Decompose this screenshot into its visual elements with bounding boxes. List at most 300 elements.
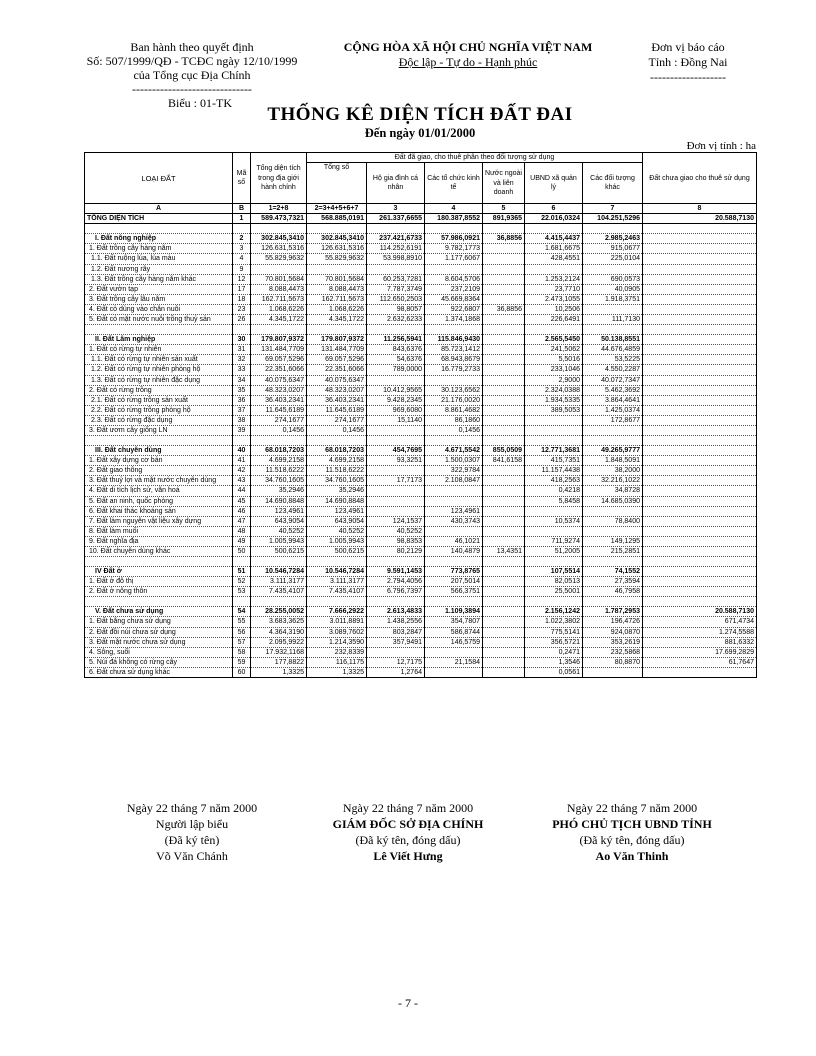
- row-value: 8.604,5706: [425, 274, 483, 284]
- row-value: 1.177,6067: [425, 254, 483, 264]
- row-value: 40.075,6347: [307, 375, 367, 385]
- col-number: 7: [583, 204, 643, 214]
- row-label: 4. Sông, suối: [85, 647, 233, 657]
- row-value: [643, 587, 757, 597]
- signature-role: Người lập biểu: [155, 817, 229, 831]
- row-value: [643, 224, 757, 234]
- row-label: 1.1. Đất có rừng tự nhiên sản xuất: [85, 355, 233, 365]
- row-value: 70.801,5684: [307, 274, 367, 284]
- row-code: 51: [233, 567, 251, 577]
- document-subtitle: Đến ngày 01/01/2000: [364, 126, 476, 140]
- row-value: 0,1456: [425, 425, 483, 435]
- row-value: [425, 496, 483, 506]
- row-value: 126.631,5316: [307, 244, 367, 254]
- row-value: [643, 667, 757, 677]
- row-value: [483, 597, 525, 607]
- row-code: 3: [233, 244, 251, 254]
- row-value: 107,5514: [525, 567, 583, 577]
- table-row: [85, 496, 757, 506]
- row-label: 2.2. Đất có rừng trồng phòng hộ: [85, 405, 233, 415]
- row-code: 44: [233, 486, 251, 496]
- row-value: 123,4961: [307, 506, 367, 516]
- col-number: B: [233, 204, 251, 214]
- row-label: 3. Đất mặt nước chưa sử dụng: [85, 637, 233, 647]
- row-value: [483, 557, 525, 567]
- reporting-unit-label: Đơn vị báo cáo: [651, 40, 725, 54]
- row-value: [643, 516, 757, 526]
- col-header-allocated-group: Đất đã giao, cho thuê phân theo đối tượng sử dụng: [307, 153, 643, 163]
- row-value: 3.111,3177: [307, 577, 367, 587]
- row-value: [643, 496, 757, 506]
- row-label: 2.3. Đất có rừng đặc dụng: [85, 415, 233, 425]
- row-value: [583, 506, 643, 516]
- row-value: 2.632,6233: [367, 315, 425, 325]
- row-value: 5,8458: [525, 496, 583, 506]
- row-value: [525, 264, 583, 274]
- row-value: [425, 667, 483, 677]
- row-value: 855,0509: [483, 446, 525, 456]
- row-value: 232,5868: [583, 647, 643, 657]
- table-body: [85, 214, 757, 678]
- row-label: [85, 224, 233, 234]
- row-value: 98,8353: [367, 536, 425, 546]
- issuing-line-1: Ban hành theo quyết định: [130, 40, 254, 54]
- col-number: A: [85, 204, 233, 214]
- row-code: 1: [233, 214, 251, 224]
- row-value: 232,8339: [307, 647, 367, 657]
- row-value: [251, 597, 307, 607]
- row-value: 85.723,1412: [425, 345, 483, 355]
- row-value: 568.885,0191: [307, 214, 367, 224]
- row-value: 843,6376: [367, 345, 425, 355]
- table-row: [85, 617, 757, 627]
- table-row: [85, 335, 757, 345]
- row-value: 924,0870: [583, 627, 643, 637]
- row-value: 46,1021: [425, 536, 483, 546]
- row-code: [233, 436, 251, 446]
- row-value: 16.779,2733: [425, 365, 483, 375]
- row-label: 3. Đất trồng cây lâu năm: [85, 294, 233, 304]
- row-value: [643, 375, 757, 385]
- row-value: [483, 466, 525, 476]
- row-value: [643, 294, 757, 304]
- row-value: [251, 557, 307, 567]
- row-value: 454,7695: [367, 446, 425, 456]
- row-value: 14.685,0390: [583, 496, 643, 506]
- row-value: 1.068,6226: [307, 304, 367, 314]
- row-value: 775,5141: [525, 627, 583, 637]
- row-value: [483, 274, 525, 284]
- row-code: 46: [233, 506, 251, 516]
- row-value: 53.998,8910: [367, 254, 425, 264]
- row-value: 11.518,6222: [307, 466, 367, 476]
- row-value: [483, 425, 525, 435]
- row-label: 1. Đất ở đô thị: [85, 577, 233, 587]
- row-code: 33: [233, 365, 251, 375]
- row-value: 4.345,1722: [251, 315, 307, 325]
- row-code: [233, 597, 251, 607]
- row-value: [367, 436, 425, 446]
- row-value: 80,2129: [367, 547, 425, 557]
- col-number: 6: [525, 204, 583, 214]
- row-value: 803,2847: [367, 627, 425, 637]
- col-header-land-type: LOẠI ĐẤT: [85, 153, 233, 204]
- row-value: 773,8765: [425, 567, 483, 577]
- row-value: 14.690,8848: [307, 496, 367, 506]
- signature-role: PHÓ CHỦ TỊCH UBND TỈNH: [552, 817, 712, 831]
- row-value: [643, 597, 757, 607]
- row-value: [525, 436, 583, 446]
- row-value: 69.057,5296: [307, 355, 367, 365]
- row-value: 215,2851: [583, 547, 643, 557]
- row-value: 61,7647: [643, 657, 757, 667]
- row-value: 789,0000: [367, 365, 425, 375]
- row-value: 35,2946: [251, 486, 307, 496]
- table-row: [85, 405, 757, 415]
- row-value: 9.782,1773: [425, 244, 483, 254]
- row-value: [483, 657, 525, 667]
- row-value: [643, 436, 757, 446]
- row-value: 8.861,4682: [425, 405, 483, 415]
- spacer-row: [85, 597, 757, 607]
- table-row: [85, 446, 757, 456]
- table-row: [85, 607, 757, 617]
- row-value: 51,2005: [525, 547, 583, 557]
- row-value: 7.666,2922: [307, 607, 367, 617]
- row-value: 10.546,7284: [251, 567, 307, 577]
- row-value: [483, 224, 525, 234]
- row-code: 36: [233, 395, 251, 405]
- row-label: 1. Đất xây dựng cơ bản: [85, 456, 233, 466]
- row-value: 177,8822: [251, 657, 307, 667]
- row-value: 0,1456: [251, 425, 307, 435]
- row-value: 4.699,2158: [307, 456, 367, 466]
- row-value: 0,0561: [525, 667, 583, 677]
- row-value: 98,8057: [367, 304, 425, 314]
- row-value: 123,4961: [251, 506, 307, 516]
- row-value: [525, 415, 583, 425]
- row-value: 50.138,8551: [583, 335, 643, 345]
- row-value: [483, 476, 525, 486]
- row-value: [483, 244, 525, 254]
- row-value: [483, 345, 525, 355]
- row-value: [483, 496, 525, 506]
- row-label: III. Đất chuyên dùng: [85, 446, 233, 456]
- row-value: 3.864,4641: [583, 395, 643, 405]
- table-row: [85, 385, 757, 395]
- row-value: [643, 405, 757, 415]
- row-value: 20.588,7130: [643, 607, 757, 617]
- row-value: 21.176,0020: [425, 395, 483, 405]
- row-code: 40: [233, 446, 251, 456]
- row-code: 4: [233, 254, 251, 264]
- row-label: 4. Đất cỏ dùng vào chăn nuôi: [85, 304, 233, 314]
- col-header-total-area: Tổng diện tích trong địa giới hành chính: [251, 153, 307, 204]
- row-value: [643, 284, 757, 294]
- row-value: 13,4351: [483, 547, 525, 557]
- row-value: 8.088,4473: [307, 284, 367, 294]
- row-value: [643, 345, 757, 355]
- row-value: [643, 526, 757, 536]
- row-value: [367, 375, 425, 385]
- row-value: 49.265,9777: [583, 446, 643, 456]
- reporting-unit-divider: -------------------: [650, 70, 726, 84]
- row-value: 5.462,3692: [583, 385, 643, 395]
- table-row: [85, 254, 757, 264]
- row-value: 1.500,0307: [425, 456, 483, 466]
- row-value: [251, 224, 307, 234]
- row-value: [483, 607, 525, 617]
- row-value: [583, 325, 643, 335]
- row-value: 17.699,2829: [643, 647, 757, 657]
- row-value: 78,8400: [583, 516, 643, 526]
- row-value: 7.787,3749: [367, 284, 425, 294]
- issuing-decision-block: [72, 40, 312, 96]
- row-label: 1.2. Đất nương rẫy: [85, 264, 233, 274]
- row-code: 9: [233, 264, 251, 274]
- row-label: 8. Đất làm muối: [85, 526, 233, 536]
- row-label: 5. Núi đá không có rừng cây: [85, 657, 233, 667]
- row-value: [483, 577, 525, 587]
- col-header-other-entities: Các đối tượng khác: [583, 163, 643, 204]
- row-value: [483, 294, 525, 304]
- row-value: 1.274,5588: [643, 627, 757, 637]
- row-value: 6.796,7397: [367, 587, 425, 597]
- col-number: 3: [367, 204, 425, 214]
- row-code: [233, 325, 251, 335]
- row-value: 237.421,6733: [367, 234, 425, 244]
- row-value: 1,3546: [525, 657, 583, 667]
- spacer-row: [85, 325, 757, 335]
- row-value: 74,1552: [583, 567, 643, 577]
- row-value: 1,2764: [367, 667, 425, 677]
- col-header-organizations: Các tổ chức kinh tế: [425, 163, 483, 204]
- row-value: 7.435,4107: [251, 587, 307, 597]
- row-value: 60.253,7281: [367, 274, 425, 284]
- row-label: I. Đất nông nghiệp: [85, 234, 233, 244]
- reporting-unit-province: Tỉnh : Đồng Nai: [648, 55, 728, 69]
- row-value: [307, 264, 367, 274]
- row-value: 841,6158: [483, 456, 525, 466]
- row-value: [483, 375, 525, 385]
- row-value: [583, 597, 643, 607]
- row-value: 10.412,9565: [367, 385, 425, 395]
- row-value: [483, 486, 525, 496]
- row-value: [583, 436, 643, 446]
- row-value: 68.943,8679: [425, 355, 483, 365]
- signature-note: (Đã ký tên, đóng dấu): [355, 833, 461, 847]
- row-value: 40.075,6347: [251, 375, 307, 385]
- row-code: 45: [233, 496, 251, 506]
- row-code: 50: [233, 547, 251, 557]
- col-number: 1=2+8: [251, 204, 307, 214]
- row-value: 69.057,5296: [251, 355, 307, 365]
- row-value: 15,1140: [367, 415, 425, 425]
- row-value: 11.256,5941: [367, 335, 425, 345]
- row-code: [233, 557, 251, 567]
- row-value: 353,2619: [583, 637, 643, 647]
- row-value: [643, 466, 757, 476]
- row-code: 32: [233, 355, 251, 365]
- row-value: [525, 325, 583, 335]
- row-value: [643, 567, 757, 577]
- row-value: 500,6215: [307, 547, 367, 557]
- row-value: 1.109,3894: [425, 607, 483, 617]
- row-value: 12,7175: [367, 657, 425, 667]
- row-value: 179.807,9372: [307, 335, 367, 345]
- row-value: [367, 325, 425, 335]
- row-value: 0,4218: [525, 486, 583, 496]
- table-row: [85, 667, 757, 677]
- row-value: 17.932,1168: [251, 647, 307, 657]
- row-value: 114.252,6191: [367, 244, 425, 254]
- row-value: 104.251,5296: [583, 214, 643, 224]
- unit-label: Đơn vị tính : ha: [686, 140, 756, 152]
- row-value: [643, 506, 757, 516]
- row-value: 2,9000: [525, 375, 583, 385]
- row-value: 690,0573: [583, 274, 643, 284]
- row-value: [483, 284, 525, 294]
- signature-date: Ngày 22 tháng 7 năm 2000: [566, 801, 698, 815]
- row-value: 357,9491: [367, 637, 425, 647]
- signature-director: [288, 800, 528, 864]
- table-row: [85, 476, 757, 486]
- row-value: [583, 224, 643, 234]
- row-value: 500,6215: [251, 547, 307, 557]
- row-value: 2.095,9922: [251, 637, 307, 647]
- spacer-row: [85, 436, 757, 446]
- row-label: 1. Đất bằng chưa sử dụng: [85, 617, 233, 627]
- row-value: 111,7130: [583, 315, 643, 325]
- row-value: [425, 325, 483, 335]
- table-row: [85, 214, 757, 224]
- row-code: 54: [233, 607, 251, 617]
- row-value: 36,8856: [483, 234, 525, 244]
- row-value: 30.123,6562: [425, 385, 483, 395]
- row-value: [307, 597, 367, 607]
- row-value: 915,0677: [583, 244, 643, 254]
- row-value: 11.645,6189: [251, 405, 307, 415]
- table-row: [85, 516, 757, 526]
- row-value: 179.807,9372: [251, 335, 307, 345]
- row-code: 26: [233, 315, 251, 325]
- row-value: 237,2109: [425, 284, 483, 294]
- row-value: [643, 536, 757, 546]
- row-value: [483, 627, 525, 637]
- table-row: [85, 425, 757, 435]
- row-value: 261.337,6655: [367, 214, 425, 224]
- row-value: 21,1584: [425, 657, 483, 667]
- row-value: [483, 637, 525, 647]
- row-value: 28.255,0052: [251, 607, 307, 617]
- col-header-code: Mã số: [233, 153, 251, 204]
- row-value: 131.484,7709: [307, 345, 367, 355]
- table-row: [85, 355, 757, 365]
- row-value: 430,3743: [425, 516, 483, 526]
- row-value: 140,4879: [425, 547, 483, 557]
- issuing-line-3: của Tổng cục Địa Chính: [133, 68, 251, 82]
- row-value: 7.435,4107: [307, 587, 367, 597]
- table-row: [85, 547, 757, 557]
- row-value: 93,3251: [367, 456, 425, 466]
- row-value: [367, 425, 425, 435]
- row-code: 23: [233, 304, 251, 314]
- row-value: 1.005,9943: [307, 536, 367, 546]
- row-value: [525, 597, 583, 607]
- table-row: [85, 264, 757, 274]
- row-value: 9.591,1453: [367, 567, 425, 577]
- land-statistics-table: [84, 152, 757, 678]
- row-value: [483, 315, 525, 325]
- row-value: [583, 425, 643, 435]
- row-label: [85, 557, 233, 567]
- row-value: 969,6080: [367, 405, 425, 415]
- row-code: 53: [233, 587, 251, 597]
- row-value: 0,2471: [525, 647, 583, 657]
- row-value: 2.985,2463: [583, 234, 643, 244]
- row-value: [643, 425, 757, 435]
- table-row: [85, 587, 757, 597]
- row-code: [233, 224, 251, 234]
- table-row: [85, 506, 757, 516]
- col-header-commune-committee: UBND xã quản lý: [525, 163, 583, 204]
- row-value: 1.425,0374: [583, 405, 643, 415]
- row-value: [483, 647, 525, 657]
- row-value: [483, 526, 525, 536]
- row-code: 18: [233, 294, 251, 304]
- row-value: [643, 304, 757, 314]
- col-header-foreign: Nước ngoài và liên doanh: [483, 163, 525, 204]
- row-value: 4.345,1722: [307, 315, 367, 325]
- row-value: [425, 557, 483, 567]
- signature-date: Ngày 22 tháng 7 năm 2000: [126, 801, 258, 815]
- table-row: [85, 345, 757, 355]
- row-value: [483, 335, 525, 345]
- row-value: 22.351,6066: [251, 365, 307, 375]
- row-value: [483, 385, 525, 395]
- table-row: [85, 365, 757, 375]
- row-value: [483, 264, 525, 274]
- col-number: 2=3+4+5+6+7: [307, 204, 367, 214]
- row-value: 126.631,5316: [251, 244, 307, 254]
- row-value: [483, 325, 525, 335]
- row-value: 172,8677: [583, 415, 643, 425]
- reporting-unit-block: [628, 40, 748, 85]
- row-label: 1.3. Đất trồng cây hàng năm khác: [85, 274, 233, 284]
- row-value: 566,3751: [425, 587, 483, 597]
- row-value: 11.518,6222: [251, 466, 307, 476]
- spacer-row: [85, 557, 757, 567]
- row-value: 418,2563: [525, 476, 583, 486]
- row-value: [483, 617, 525, 627]
- row-value: [425, 224, 483, 234]
- row-value: 8.088,4473: [251, 284, 307, 294]
- row-value: [525, 506, 583, 516]
- table-row: [85, 294, 757, 304]
- row-value: 1.022,3802: [525, 617, 583, 627]
- row-value: 1.005,9943: [251, 536, 307, 546]
- row-value: 40,5252: [367, 526, 425, 536]
- col-header-subtotal: Tổng số: [307, 163, 367, 204]
- row-value: 274,1677: [307, 415, 367, 425]
- row-value: 711,9274: [525, 536, 583, 546]
- signature-date: Ngày 22 tháng 7 năm 2000: [342, 801, 474, 815]
- row-value: [583, 557, 643, 567]
- row-value: 671,4734: [643, 617, 757, 627]
- signature-note: (Đã ký tên, đóng dấu): [579, 833, 685, 847]
- issuing-divider: ------------------------------: [132, 82, 252, 96]
- row-value: [251, 436, 307, 446]
